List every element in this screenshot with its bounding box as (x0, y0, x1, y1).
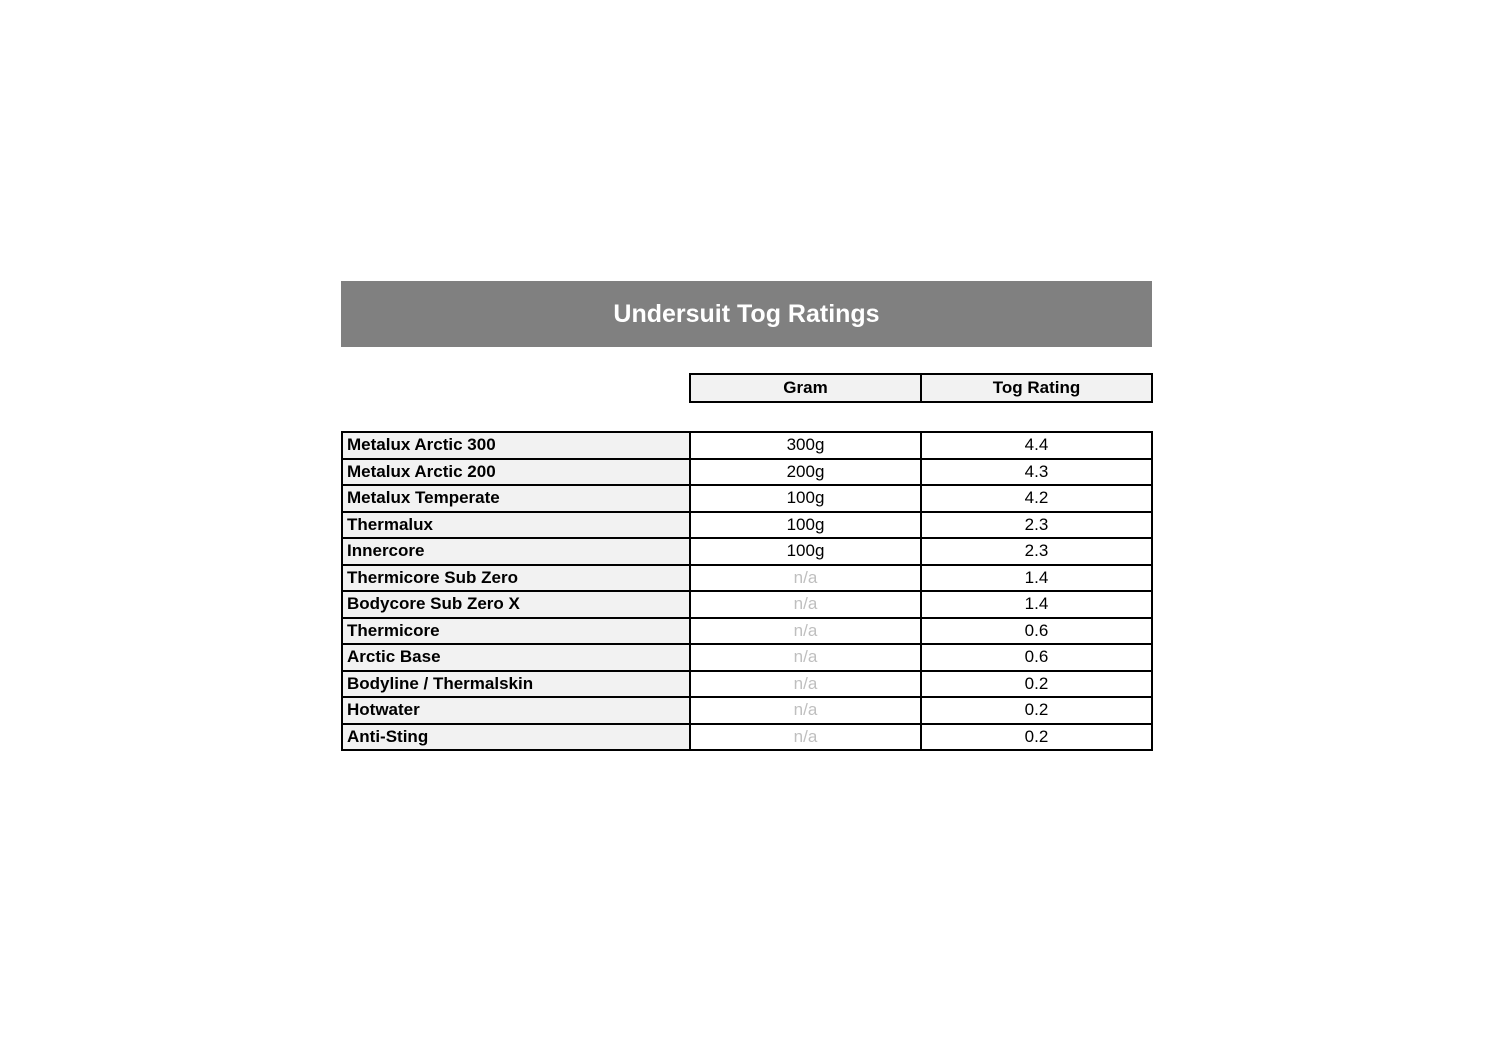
tog-rating-value: 4.2 (921, 485, 1152, 512)
gram-value: 100g (690, 538, 921, 565)
column-headers (689, 373, 1153, 403)
gram-value: n/a (690, 697, 921, 724)
product-name: Anti-Sting (342, 724, 690, 751)
gram-value: n/a (690, 671, 921, 698)
table-row (342, 644, 1152, 671)
table-row (342, 618, 1152, 645)
tog-rating-value: 2.3 (921, 512, 1152, 539)
table-row (342, 724, 1152, 751)
gram-value: 100g (690, 485, 921, 512)
tog-rating-value: 4.4 (921, 432, 1152, 459)
product-name: Arctic Base (342, 644, 690, 671)
table-row (342, 565, 1152, 592)
gram-value: 200g (690, 459, 921, 486)
tog-rating-value: 0.2 (921, 671, 1152, 698)
product-name: Bodycore Sub Zero X (342, 591, 690, 618)
table-row (342, 459, 1152, 486)
product-name: Metalux Temperate (342, 485, 690, 512)
header-gram: Gram (690, 374, 921, 402)
gram-value: n/a (690, 724, 921, 751)
tog-rating-value: 2.3 (921, 538, 1152, 565)
product-name: Hotwater (342, 697, 690, 724)
product-name: Thermalux (342, 512, 690, 539)
table-row (342, 591, 1152, 618)
gram-value: n/a (690, 565, 921, 592)
tog-table (341, 431, 1153, 751)
product-name: Bodyline / Thermalskin (342, 671, 690, 698)
gram-value: n/a (690, 618, 921, 645)
table-row (342, 432, 1152, 459)
product-name: Thermicore Sub Zero (342, 565, 690, 592)
gram-value: 100g (690, 512, 921, 539)
header-tog-rating: Tog Rating (921, 374, 1152, 402)
product-name: Metalux Arctic 200 (342, 459, 690, 486)
tog-rating-value: 0.6 (921, 644, 1152, 671)
tog-rating-value: 0.2 (921, 724, 1152, 751)
table-row (342, 671, 1152, 698)
product-name: Innercore (342, 538, 690, 565)
gram-value: n/a (690, 591, 921, 618)
page-title: Undersuit Tog Ratings (341, 281, 1152, 347)
table-row (342, 512, 1152, 539)
tog-rating-value: 4.3 (921, 459, 1152, 486)
gram-value: n/a (690, 644, 921, 671)
table-row (342, 697, 1152, 724)
tog-rating-value: 0.2 (921, 697, 1152, 724)
tog-rating-value: 1.4 (921, 565, 1152, 592)
tog-rating-value: 0.6 (921, 618, 1152, 645)
product-name: Thermicore (342, 618, 690, 645)
product-name: Metalux Arctic 300 (342, 432, 690, 459)
table-row (342, 485, 1152, 512)
tog-rating-value: 1.4 (921, 591, 1152, 618)
table-row (342, 538, 1152, 565)
gram-value: 300g (690, 432, 921, 459)
